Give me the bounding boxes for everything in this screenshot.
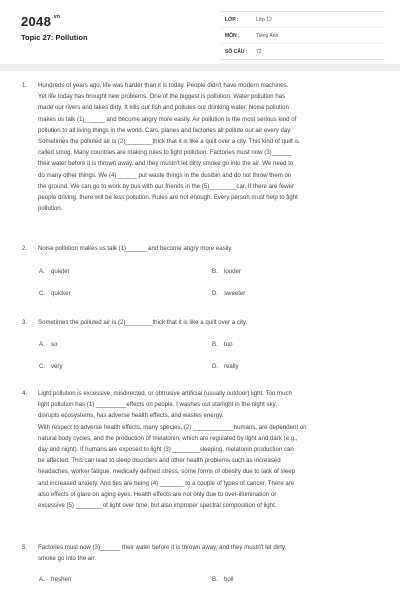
question-3 [22,317,382,328]
question-passage: Hundreds of years ago, life was harder than it is today. People didn't have modern machines. Yet life today has brought new problems. One of the biggest is pollution. Water pollution has made our rivers and lakes dirty. It kills our fish and pollutes our drinking water. Noise pollution makes us talk (1)______ and become angry more easily. Air pollution is the most serious kind of pollution to all living things in the world. Cars, planes and factories all pollute our air every day. Sometimes the polluted air is (2)________thick that it is like a quilt over a city. This kind of quilt is called smog. Many countries are making rules to fight pollution. Factories must now (3)______ their water before it is thrown away, and they mustn't let dirty smoke go into the air. We need to do many other things. We (4)______ put waste things in the dustbin and do not throw them on the ground. We can go to work by bus with our friends in the (5)________car. If there are fewer people driving, there will be less pollution. Rules are not enough. Every person must help to fight pollution. [38,82,299,213]
meta-value: Lớp 12 [256,17,272,23]
option-b[interactable] [212,576,234,583]
question-2 [22,243,382,254]
question-number: 2. [22,245,28,252]
option-letter: B. [212,341,218,348]
header-divider [0,64,400,71]
logo-domain: .vn [52,14,61,20]
option-letter: C. [39,290,46,297]
option-a[interactable] [39,268,70,275]
option-text: quieter [51,268,70,275]
meta-info-table [221,11,385,60]
question-number: 5. [22,544,28,551]
option-letter: C. [39,363,46,370]
question-number: 1. [22,82,28,89]
meta-label: SỐ CÂU : [225,49,248,55]
option-c[interactable] [39,363,63,370]
question-4 [22,388,382,511]
meta-row-class [221,12,385,28]
option-text: louder [224,268,241,275]
question-5 [22,542,382,564]
option-c[interactable] [39,290,71,297]
meta-value: Tiếng Anh [256,33,279,39]
option-text: boil [224,576,234,583]
option-letter: B. [212,268,218,275]
option-d[interactable] [212,363,239,370]
option-text: freshen [51,576,72,583]
option-text: too [224,341,233,348]
option-text: sweeter [224,290,246,297]
meta-label: LỚP : [225,17,239,23]
question-passage: Light pollution is excessive, misdirected, or obtrusive artificial (usually outdoor) light. Too much light pollution has (1) _________effects on people. I washes out starlight in the night sky, disrupts ecosystems, has adverse health effects, and wastes energy. With respect to adverse health effects, many species, (2) ____________humans, are dependent on natural body cycles, and the production of melatonin, which are regulated by light and dark (e.g., day and night). If humans are exposed to light (3) ________sleeping, melatonin production can be affected. This can lead to sleep disorders and other health problems such as increased headaches, worker fatigue, medically defined stress, some forms of obesity due to lack of sleep and increased anxiety. And ties are being (4) _______ to a couple of types of cancer. There are also effects of glare on aging eyes. Health effects are not only due to over-illumination or excessive (5) ________of light over time, but also improper spectral composition of light. [38,390,307,510]
meta-label: MÔN : [225,33,240,39]
question-text: Factories must now (3)______ their water before it is thrown away, and they mustn't let dirty smoke go into the air. [38,544,285,563]
page-title: Topic 27: Pollution [21,33,88,42]
question-text: Noise pollution makes us talk (1)______ and become angry more easily. [38,245,233,252]
meta-row-question-count [221,44,385,59]
question-number: 3. [22,319,28,326]
option-b[interactable] [212,268,241,275]
option-d[interactable] [212,290,245,297]
option-a[interactable] [39,341,57,348]
option-text: very [51,363,63,370]
logo-text: 2048 [21,14,52,29]
option-letter: B. [212,576,218,583]
meta-row-subject [221,28,385,44]
page-header [0,0,400,64]
option-letter: A. [39,576,45,583]
meta-value: 72 [256,49,262,55]
option-text: really [224,363,239,370]
option-text: so [51,341,58,348]
option-text: quicker [51,290,71,297]
option-b[interactable] [212,341,232,348]
option-letter: A. [39,341,45,348]
question-text: Sometimes the polluted air is (2)________thick that it is like a quilt over a city. [38,319,248,326]
question-1 [22,80,382,214]
site-logo[interactable] [21,14,60,29]
option-letter: A. [39,268,45,275]
question-number: 4. [22,390,28,397]
option-letter: D. [212,290,219,297]
option-a[interactable] [39,576,71,583]
option-letter: D. [212,363,219,370]
